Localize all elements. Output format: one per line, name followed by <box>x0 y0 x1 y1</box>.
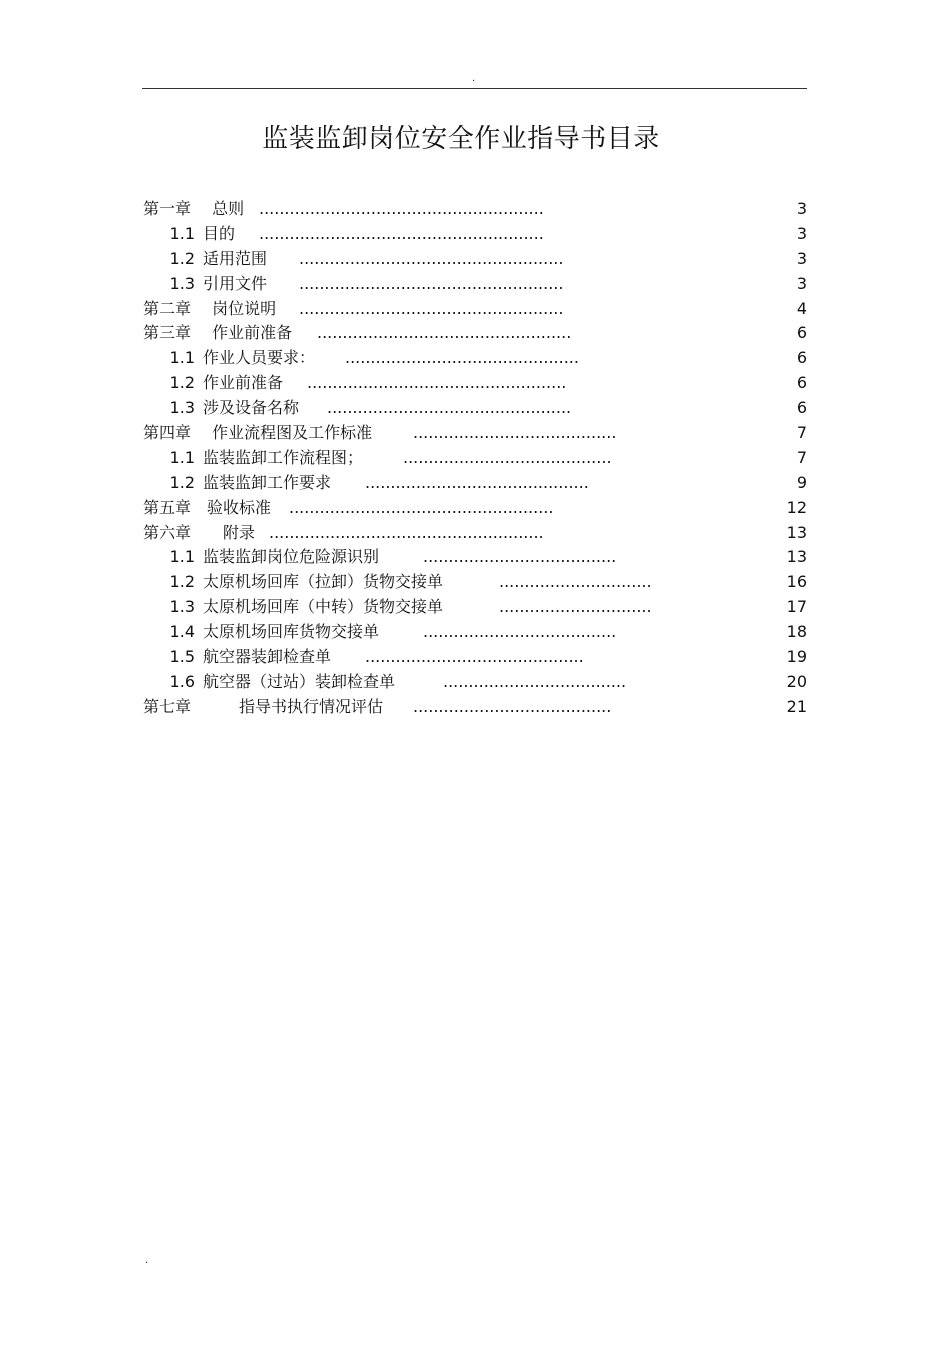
toc-entry-number: 1.1 <box>169 348 195 368</box>
toc-entry-label: 目的 <box>203 223 236 243</box>
toc-entry-title <box>161 545 379 570</box>
header-mark: . <box>472 73 476 84</box>
toc-page-number: 7 <box>796 447 807 467</box>
toc-leader-dots: ...................................... <box>423 547 617 567</box>
toc-entry[interactable] <box>143 595 807 620</box>
toc-entry[interactable] <box>143 471 807 496</box>
toc-entry[interactable] <box>143 297 807 322</box>
toc-leader-dots: .................................................... <box>289 497 554 517</box>
toc-entry[interactable] <box>143 197 807 222</box>
toc-entry-label: 第四章 作业流程图及工作标准 <box>143 423 373 443</box>
toc-entry-number: 1.2 <box>169 373 195 393</box>
footer-mark: . <box>145 1255 149 1266</box>
toc-entry-number: 1.3 <box>169 398 195 418</box>
toc-page-number: 7 <box>796 423 807 443</box>
toc-entry-label: 作业前准备 <box>203 373 284 393</box>
toc-leader-dots: ................................................ <box>327 398 572 418</box>
toc-entry-title <box>143 521 255 546</box>
toc-entry-title <box>161 371 283 396</box>
toc-page-number: 6 <box>796 323 807 343</box>
toc-entry-label: 作业人员要求： <box>203 348 316 368</box>
toc-page-number: 19 <box>786 647 807 667</box>
toc-entry-title <box>143 197 244 222</box>
toc-leader-dots: ................................................... <box>307 373 567 393</box>
toc-page-number: 13 <box>786 547 807 567</box>
toc-entry-label: 适用范围 <box>203 248 268 268</box>
toc-page-number: 3 <box>796 248 807 268</box>
table-of-contents <box>143 197 807 720</box>
toc-entry-title <box>161 222 235 247</box>
toc-entry[interactable] <box>143 272 807 297</box>
toc-leader-dots: .................................................... <box>299 273 564 293</box>
toc-leader-dots: ....................................... <box>413 696 612 716</box>
toc-page-number: 9 <box>796 472 807 492</box>
toc-page-number: 21 <box>786 696 807 716</box>
toc-entry-number: 1.1 <box>169 447 195 467</box>
toc-entry-number: 1.1 <box>169 547 195 567</box>
toc-entry-label: 第七章 指导书执行情况评估 <box>143 696 384 716</box>
toc-entry-title <box>161 247 267 272</box>
toc-entry-label: 第一章 总则 <box>143 199 245 218</box>
toc-entry-number: 1.6 <box>169 671 195 691</box>
toc-leader-dots: .............................. <box>499 597 652 617</box>
toc-entry-label: 第三章 作业前准备 <box>143 323 293 343</box>
toc-entry[interactable] <box>143 521 807 546</box>
toc-page-number: 20 <box>786 671 807 691</box>
toc-entry[interactable] <box>143 545 807 570</box>
toc-entry-label: 第六章 附录 <box>143 522 256 542</box>
toc-entry[interactable] <box>143 620 807 645</box>
toc-leader-dots: ............................................ <box>365 472 589 492</box>
toc-entry-title <box>161 620 379 645</box>
toc-entry-label: 涉及设备名称 <box>203 398 300 418</box>
toc-page-number: 17 <box>786 597 807 617</box>
toc-entry[interactable] <box>143 247 807 272</box>
toc-page-number: 3 <box>796 223 807 243</box>
toc-leader-dots: ........................................ <box>413 423 617 443</box>
toc-page-number: 6 <box>796 373 807 393</box>
toc-leader-dots: .............................. <box>499 572 652 592</box>
toc-leader-dots: ......................................... <box>403 447 612 467</box>
toc-entry[interactable] <box>143 346 807 371</box>
toc-entry-label: 监装监卸工作要求 <box>203 472 332 492</box>
toc-page-number: 18 <box>786 622 807 642</box>
toc-entry-title <box>161 570 443 595</box>
toc-entry[interactable] <box>143 371 807 396</box>
toc-entry-title <box>143 496 271 521</box>
page-title: 监装监卸岗位安全作业指导书目录 <box>262 124 660 154</box>
toc-entry-label: 航空器（过站）装卸检查单 <box>203 671 396 691</box>
toc-entry-number: 1.3 <box>169 597 195 617</box>
toc-entry-title <box>161 645 331 670</box>
toc-entry[interactable] <box>143 396 807 421</box>
toc-entry[interactable] <box>143 446 807 471</box>
toc-entry-title <box>143 321 292 346</box>
toc-entry[interactable] <box>143 645 807 670</box>
toc-leader-dots: .................................................... <box>299 248 564 268</box>
toc-page-number: 13 <box>786 522 807 542</box>
toc-entry-title <box>161 396 299 421</box>
toc-entry[interactable] <box>143 496 807 521</box>
toc-leader-dots: ........................................................ <box>259 223 544 243</box>
toc-leader-dots: .............................................. <box>345 348 579 368</box>
toc-entry-title <box>161 670 395 695</box>
toc-leader-dots: .................................................. <box>317 323 572 343</box>
toc-entry[interactable] <box>143 321 807 346</box>
toc-entry-number: 1.3 <box>169 273 195 293</box>
toc-entry-title <box>143 421 372 446</box>
toc-entry-label: 太原机场回库（中转）货物交接单 <box>203 597 444 617</box>
toc-entry-label: 太原机场回库（拉卸）货物交接单 <box>203 572 444 592</box>
toc-entry-label: 航空器装卸检查单 <box>203 647 332 667</box>
toc-leader-dots: ...................................................... <box>269 522 544 542</box>
toc-leader-dots: ........................................... <box>365 647 584 667</box>
toc-leader-dots: .................................... <box>443 671 627 691</box>
toc-entry[interactable] <box>143 421 807 446</box>
toc-leader-dots: ...................................... <box>423 622 617 642</box>
toc-page-number: 16 <box>786 572 807 592</box>
toc-entry-number: 1.2 <box>169 248 195 268</box>
toc-entry-number: 1.4 <box>169 622 195 642</box>
toc-entry-label: 监装监卸工作流程图； <box>203 447 364 467</box>
toc-entry-label: 第五章 验收标准 <box>143 497 272 517</box>
toc-entry-number: 1.2 <box>169 572 195 592</box>
toc-entry-title <box>161 272 267 297</box>
toc-entry-number: 1.1 <box>169 223 195 243</box>
toc-entry-label: 引用文件 <box>203 273 268 293</box>
toc-page-number: 3 <box>796 273 807 293</box>
toc-entry[interactable] <box>143 222 807 247</box>
toc-page-number: 6 <box>796 398 807 418</box>
toc-entry-title <box>143 297 276 322</box>
toc-page-number: 12 <box>786 497 807 517</box>
toc-page-number: 3 <box>796 199 807 218</box>
toc-entry-title <box>161 346 315 371</box>
toc-entry-label: 太原机场回库货物交接单 <box>203 622 380 642</box>
toc-entry-title <box>143 695 383 720</box>
toc-leader-dots: .................................................... <box>299 298 564 318</box>
toc-entry-title <box>161 446 363 471</box>
toc-entry-number: 1.2 <box>169 472 195 492</box>
toc-entry[interactable] <box>143 670 807 695</box>
toc-entry-label: 监装监卸岗位危险源识别 <box>203 547 380 567</box>
toc-page-number: 4 <box>796 298 807 318</box>
toc-leader-dots: ........................................................ <box>259 199 544 218</box>
toc-entry-label: 第二章 岗位说明 <box>143 298 277 318</box>
toc-entry-title <box>161 471 331 496</box>
toc-entry[interactable] <box>143 570 807 595</box>
toc-page-number: 6 <box>796 348 807 368</box>
header-rule <box>142 88 807 89</box>
toc-entry[interactable] <box>143 695 807 720</box>
toc-entry-title <box>161 595 443 620</box>
toc-entry-number: 1.5 <box>169 647 195 667</box>
